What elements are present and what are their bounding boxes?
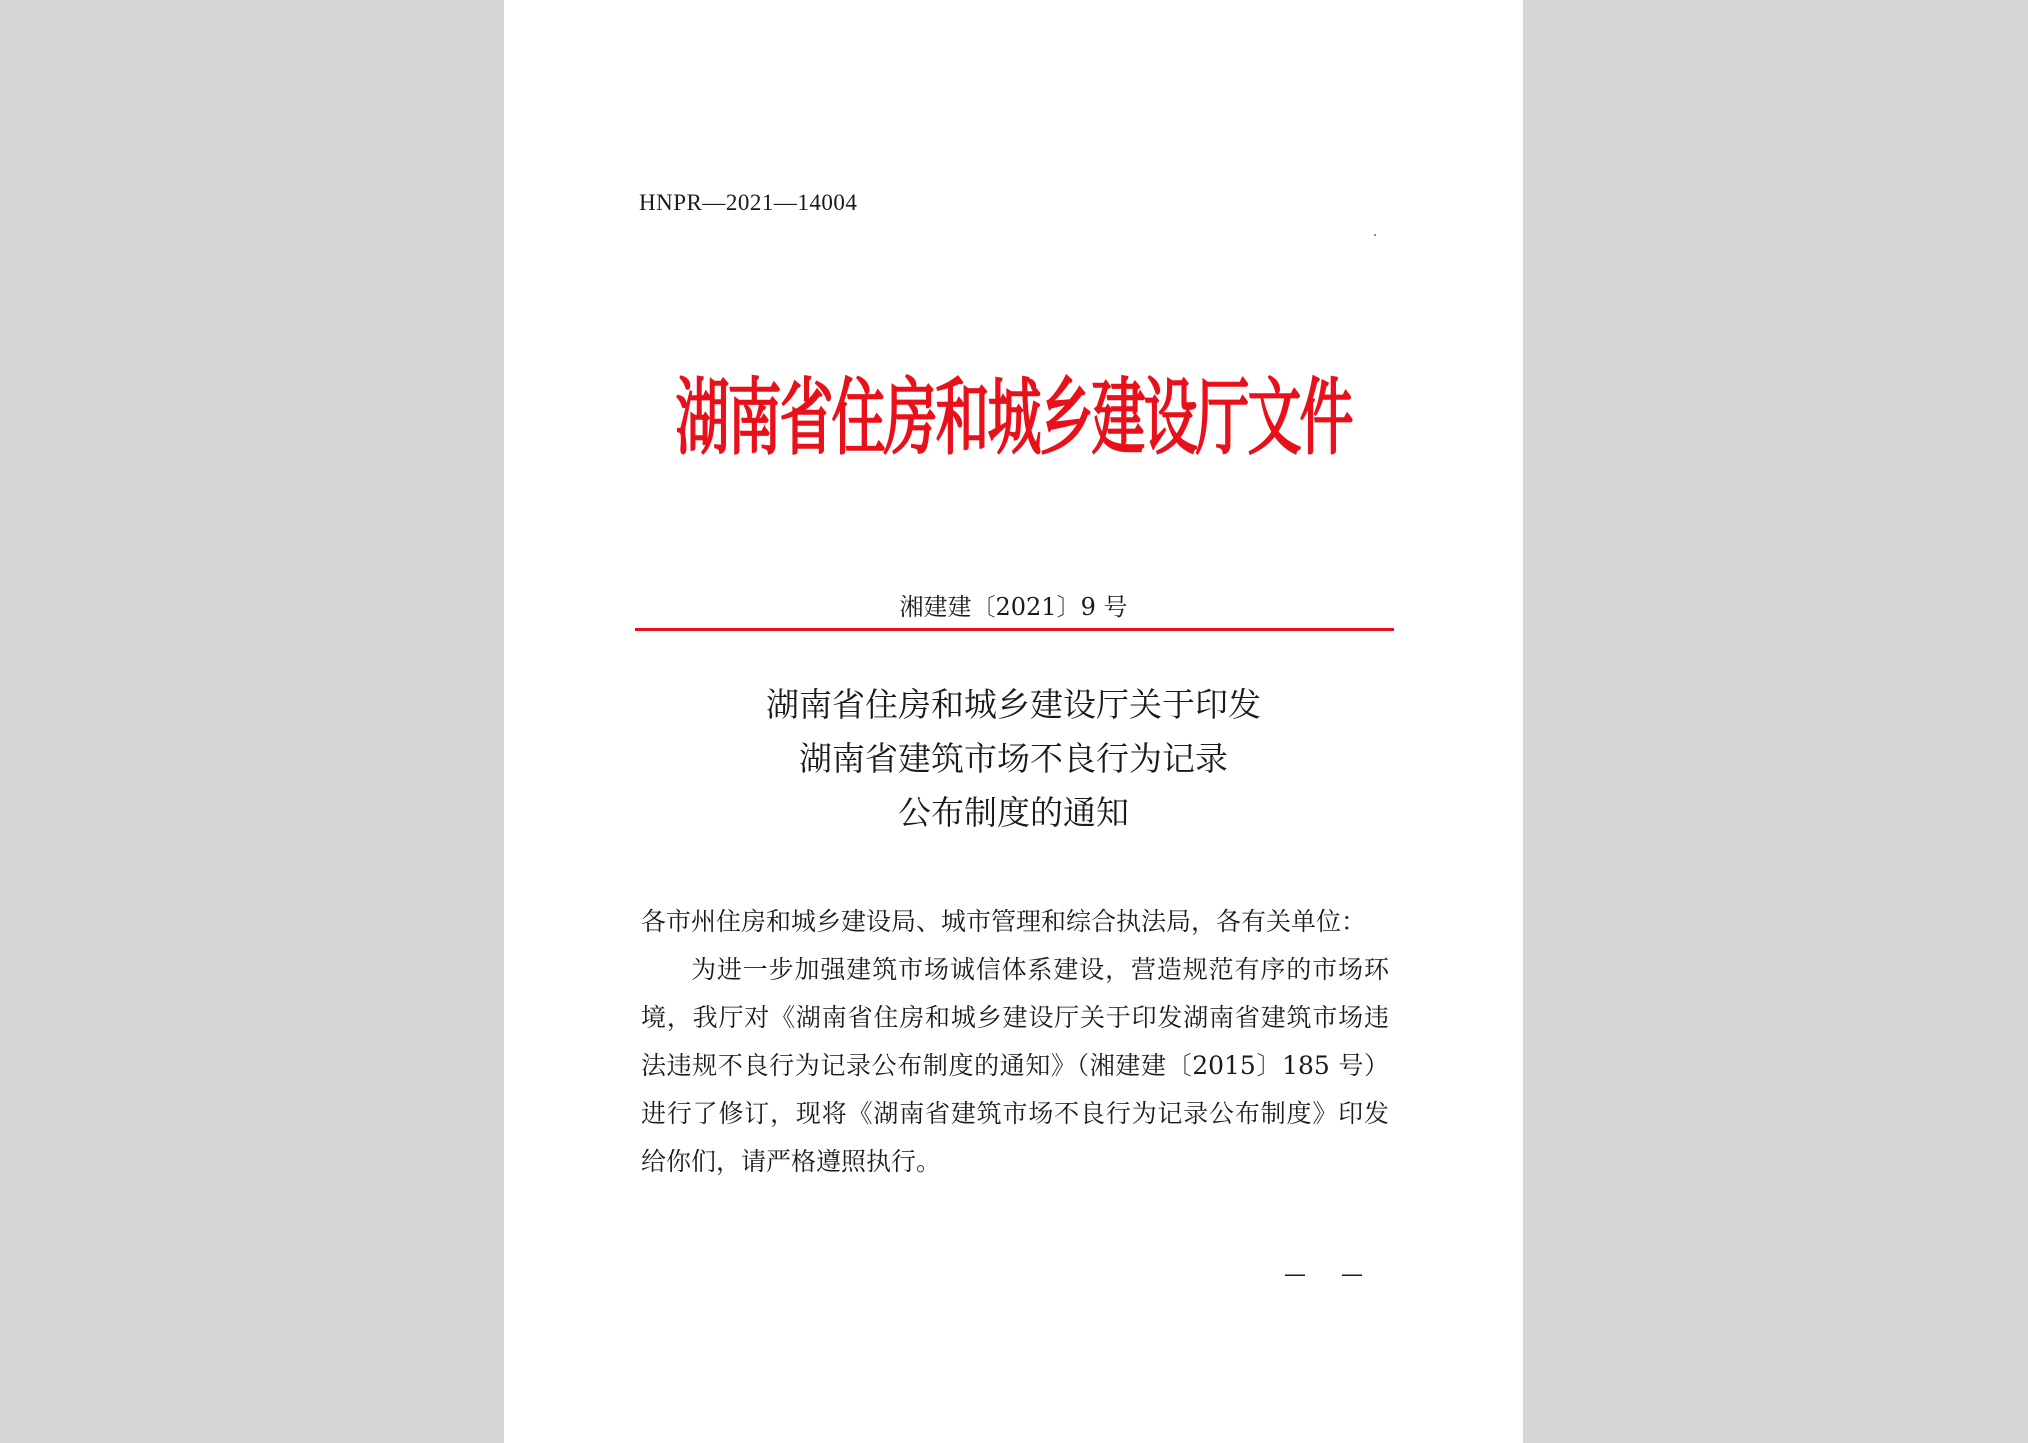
notice-body bbox=[641, 898, 1389, 1186]
document-page bbox=[504, 0, 1523, 1443]
body-paragraph: 为进一步加强建筑市场诚信体系建设，营造规范有序的市场环境，我厅对《湖南省住房和城乡建设厅关于印发湖南省建筑市场违法违规不良行为记录公布制度的通知》（湘建建〔2015〕185 号）进行了修订，现将《湖南省建筑市场不良行为记录公布制度》印发给你们，请严格遵照执行。 bbox=[641, 955, 1389, 1176]
title-line: 湖南省住房和城乡建设厅关于印发 bbox=[766, 685, 1261, 724]
red-masthead-title: 湖南省住房和城乡建设厅文件 bbox=[675, 369, 1352, 467]
page-number-marker: — — bbox=[1284, 1262, 1377, 1287]
scan-artifact bbox=[1374, 234, 1376, 236]
addressee-paragraph: 各市州住房和城乡建设局、城市管理和综合执法局，各有关单位： bbox=[641, 907, 1367, 936]
red-separator-line bbox=[635, 628, 1394, 631]
issue-number: 湘建建〔2021〕9 号 bbox=[899, 593, 1128, 621]
title-line: 公布制度的通知 bbox=[898, 793, 1129, 832]
title-line: 湖南省建筑市场不良行为记录 bbox=[799, 739, 1228, 778]
document-code: HNPR—2021—14004 bbox=[639, 190, 858, 215]
notice-title bbox=[504, 678, 1523, 840]
